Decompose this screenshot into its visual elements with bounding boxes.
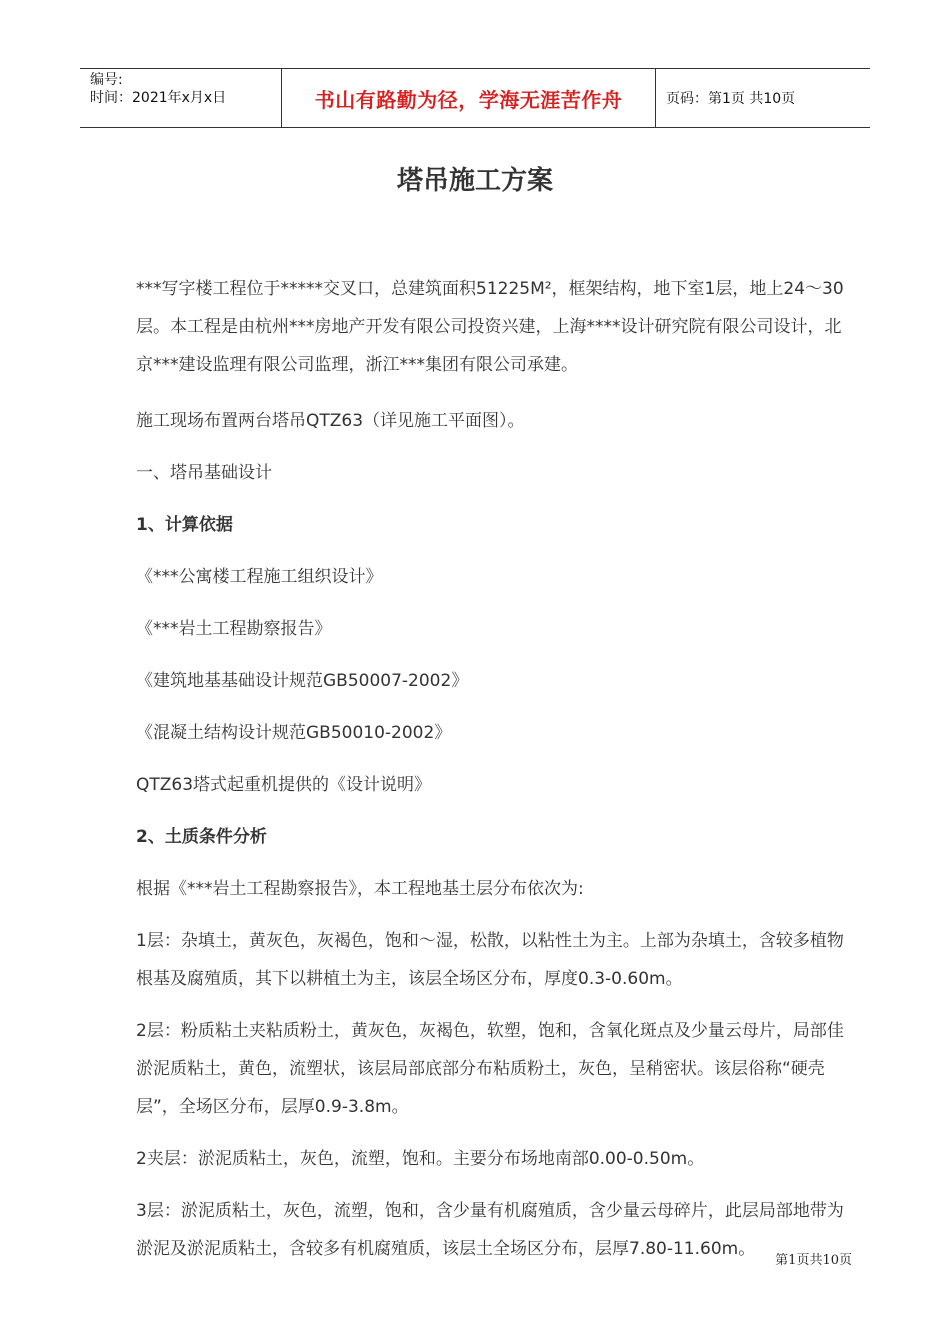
header-page-cell — [656, 69, 870, 127]
header-left-cell — [80, 69, 282, 127]
subsection-heading-soil: 2、土质条件分析 — [136, 827, 267, 847]
reference-item: 《***公寓楼工程施工组织设计》 — [136, 567, 383, 587]
number-label: 编号: — [90, 72, 123, 88]
section-heading-foundation: 一、塔吊基础设计 — [136, 463, 272, 483]
document-title: 塔吊施工方案 — [396, 166, 553, 196]
paragraph-layer-2-interlayer: 2夹层：淤泥质粘土，灰色，流塑，饱和。主要分布场地南部0.00-0.50m。 — [136, 1149, 705, 1169]
time-label: 时间：2021年x月x日 — [90, 90, 227, 106]
reference-item: 《混凝土结构设计规范GB50010-2002》 — [136, 723, 452, 743]
page-footer: 第1页共10页 — [775, 1253, 852, 1268]
motto-text: 书山有路勤为径，学海无涯苦作舟 — [314, 87, 623, 112]
page-info: 页码：第1页 共10页 — [666, 91, 796, 107]
paragraph-intro: ***写字楼工程位于*****交叉口，总建筑面积51225M²，框架结构，地下室1层，地上24～30层。本工程是由杭州***房地产开发有限公司投资兴建，上海****设计研究院有限公司设计，北京***建设监理有限公司监理，浙江***集团有限公司承建。 — [136, 279, 844, 375]
subsection-heading-basis: 1、计算依据 — [136, 515, 233, 535]
paragraph-layer-1: 1层：杂填土，黄灰色，灰褐色，饱和～湿，松散，以粘性土为主。上部为杂填土，含较多植物根基及腐殖质，其下以耕植土为主，该层全场区分布，厚度0.3-0.60m。 — [136, 931, 844, 989]
paragraph-layer-3: 3层：淤泥质粘土，灰色，流塑，饱和，含少量有机腐殖质，含少量云母碎片，此层局部地带为淤泥及淤泥质粘土，含较多有机腐殖质，该层土全场区分布，层厚7.80-11.60m。 — [136, 1201, 844, 1259]
header-motto-cell — [282, 69, 656, 127]
reference-item: 《***岩土工程勘察报告》 — [136, 619, 332, 639]
paragraph-site-layout: 施工现场布置两台塔吊QTZ63（详见施工平面图）。 — [136, 411, 525, 431]
document-body — [136, 270, 856, 1282]
page-header — [80, 68, 870, 128]
reference-item: 《建筑地基基础设计规范GB50007-2002》 — [136, 671, 469, 691]
paragraph-layer-2: 2层：粉质粘土夹粘质粉土，黄灰色，灰褐色，软塑，饱和，含氧化斑点及少量云母片，局部佳淤泥质粘土，黄色，流塑状，该层局部底部分布粘质粉土，灰色，呈稍密状。该层俗称“硬壳层”，全场区分布，层厚0.9-3.8m。 — [136, 1021, 844, 1117]
paragraph-soil-intro: 根据《***岩土工程勘察报告》，本工程地基土层分布依次为: — [136, 879, 584, 899]
reference-item: QTZ63塔式起重机提供的《设计说明》 — [136, 775, 432, 795]
